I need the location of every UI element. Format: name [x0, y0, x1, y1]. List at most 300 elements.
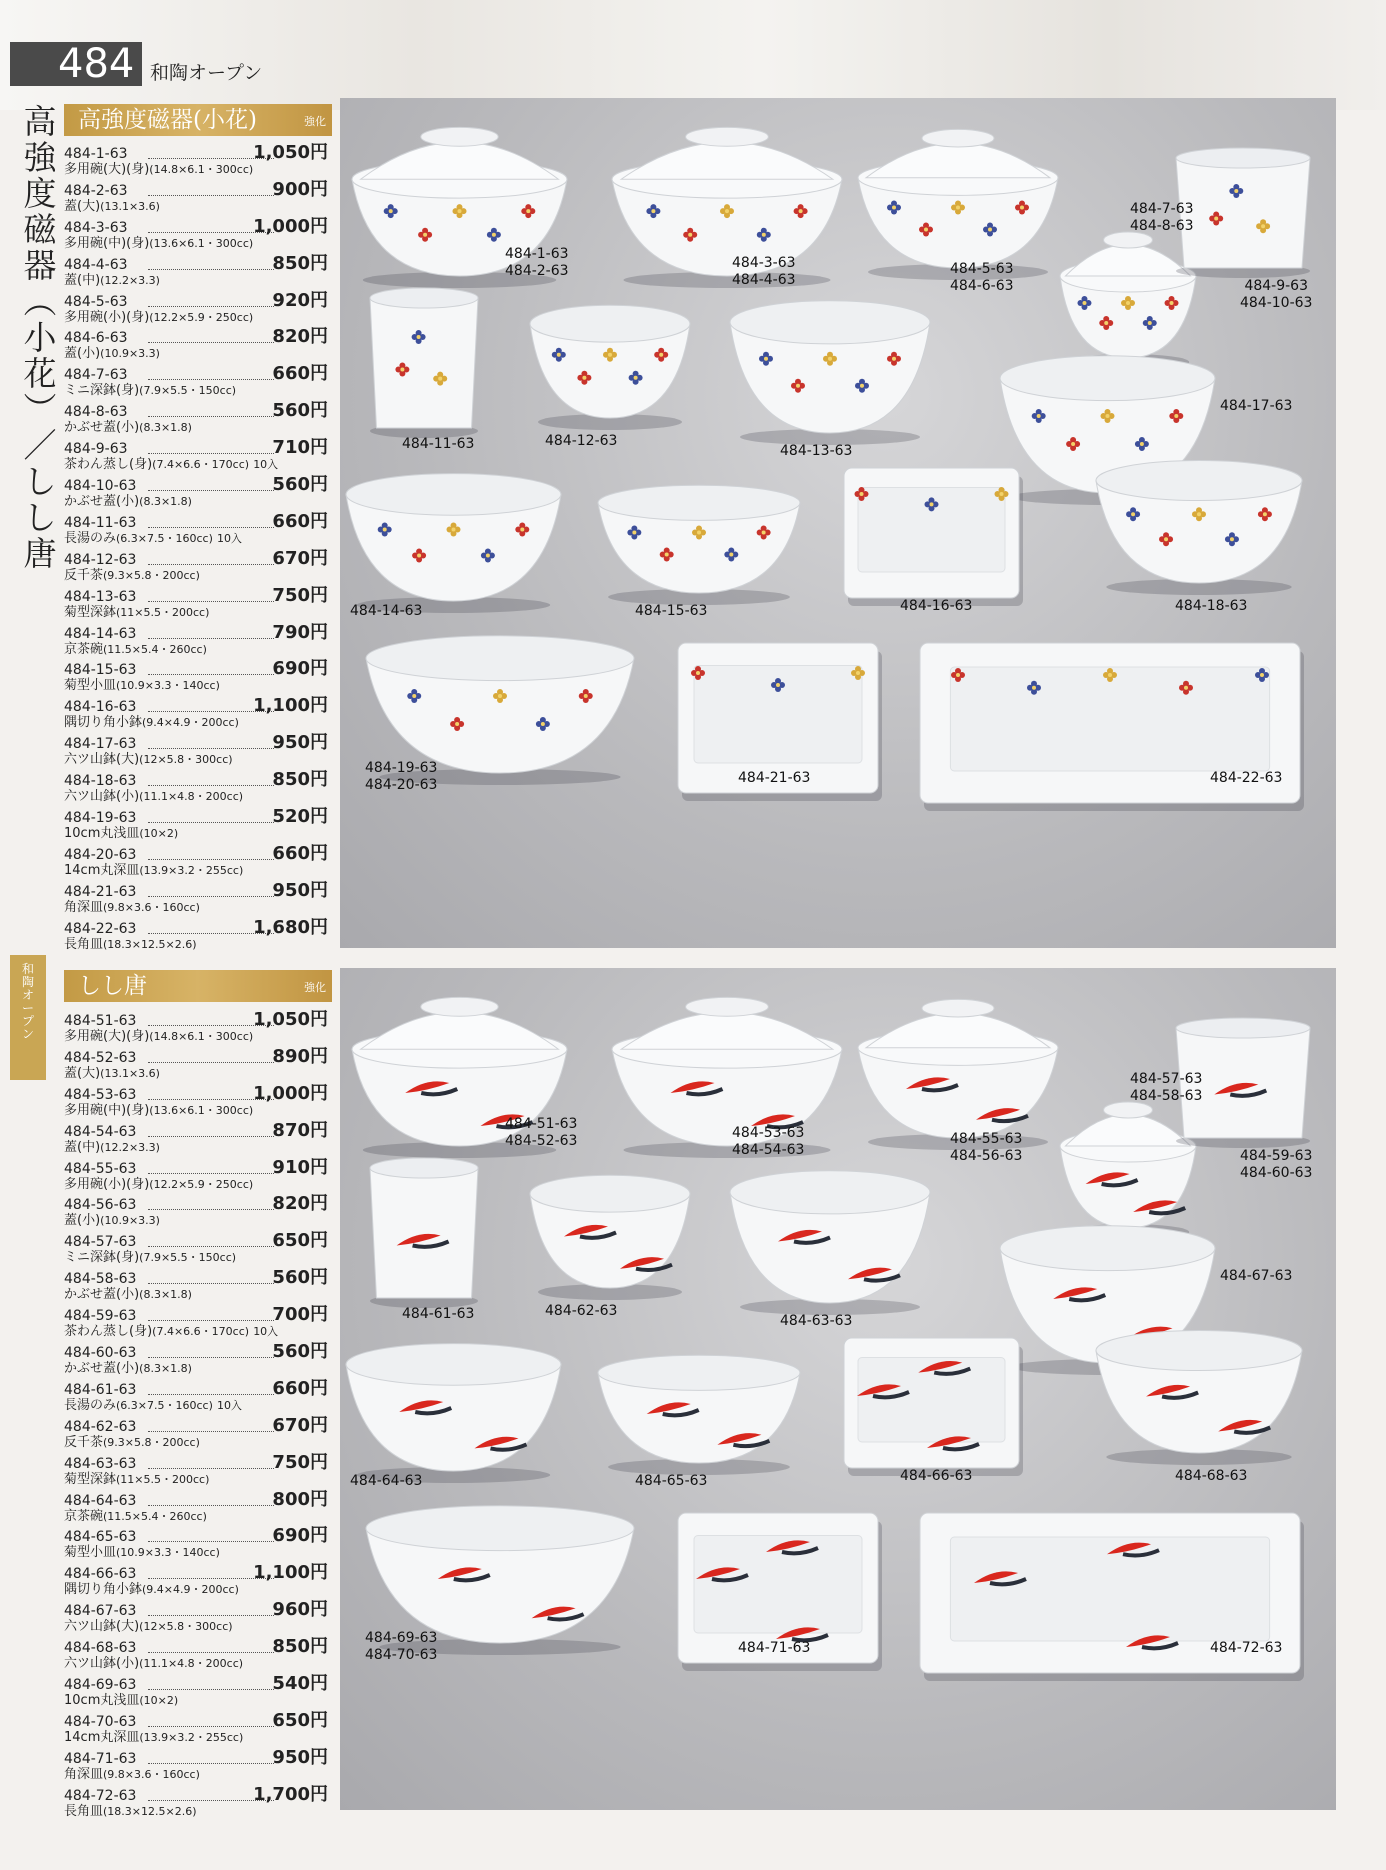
leader-dots — [148, 1726, 274, 1727]
leader-dots — [148, 527, 274, 528]
product-spec: (10×2) — [139, 1694, 179, 1708]
product-name: 茶わん蒸し(身) — [64, 457, 153, 473]
mini-bowl-with-lid — [1060, 1102, 1196, 1240]
leader-dots — [148, 601, 274, 602]
leader-dots — [148, 1357, 274, 1358]
product-name: 六ツ山鉢(大) — [64, 1619, 140, 1635]
tea-bowl — [530, 305, 690, 430]
product-row — [64, 1304, 336, 1345]
product-description — [64, 1140, 160, 1156]
bowl-medium-with-lid — [612, 127, 842, 288]
product-name: 多用碗(大)(身) — [64, 1029, 150, 1044]
product-row — [64, 437, 336, 478]
product-description — [64, 1730, 243, 1746]
product-name: 菊型深鉢 — [64, 604, 117, 620]
product-row — [64, 1783, 336, 1825]
product-name: 多用碗(中)(身) — [64, 235, 150, 251]
product-label — [365, 1630, 437, 1664]
product-row — [64, 732, 336, 773]
product-price: 660円 — [272, 842, 328, 864]
product-label — [780, 443, 852, 460]
product-name: 角深皿 — [64, 899, 104, 915]
product-spec: (10.9×3.3・140cc) — [116, 1546, 220, 1560]
bowl-small-with-lid — [858, 999, 1058, 1150]
product-name: 六ツ山鉢(小) — [64, 789, 140, 805]
product-label-code: 484-15-63 — [635, 603, 708, 619]
product-row — [64, 1267, 336, 1308]
product-label-code: 484-66-63 — [900, 1468, 973, 1484]
product-row — [64, 289, 336, 331]
product-spec: (12.2×5.9・250cc) — [149, 310, 254, 324]
leader-dots — [148, 1283, 274, 1284]
product-row — [64, 916, 336, 958]
product-row — [64, 1082, 336, 1124]
product-price: 1,000円 — [253, 1082, 328, 1104]
product-price: 670円 — [272, 547, 328, 569]
product-description — [64, 1177, 253, 1193]
product-row — [64, 1414, 336, 1456]
product-row — [64, 474, 336, 515]
leader-dots — [148, 859, 274, 860]
product-label — [505, 1116, 577, 1150]
product-code: 484-60-63 — [64, 1345, 137, 1362]
product-code: 484-59-63 — [64, 1308, 137, 1325]
page-category: 和陶オープン — [150, 62, 263, 84]
product-row — [64, 363, 336, 404]
product-description — [64, 1435, 200, 1451]
product-code: 484-9-63 — [64, 441, 128, 458]
product-spec: (13.1×3.6) — [100, 1066, 160, 1080]
product-label-code: 484-22-63 — [1210, 770, 1283, 786]
product-spec: (10.9×3.3) — [100, 347, 160, 361]
product-note: 10入 — [217, 531, 243, 545]
product-spec: (18.3×12.5×2.6) — [103, 1804, 197, 1818]
leader-dots — [148, 416, 274, 417]
product-spec: (8.3×1.8) — [139, 421, 192, 435]
product-label-code: 484-6-63 — [950, 278, 1014, 294]
product-code: 484-69-63 — [64, 1677, 137, 1694]
product-code: 484-22-63 — [64, 920, 137, 937]
product-spec: (18.3×12.5×2.6) — [103, 937, 197, 951]
product-description — [64, 568, 200, 584]
product-code: 484-5-63 — [64, 293, 128, 310]
product-price: 670円 — [272, 1414, 328, 1436]
product-code: 484-54-63 — [64, 1123, 137, 1140]
side-title-char: 器 — [23, 246, 57, 285]
product-code: 484-66-63 — [64, 1566, 137, 1583]
product-label-code: 484-14-63 — [350, 603, 423, 619]
product-description — [64, 1066, 160, 1082]
product-label-code: 484-4-63 — [732, 272, 796, 288]
product-price: 1,700円 — [253, 1783, 328, 1805]
product-name: かぶせ蓋(小) — [64, 1361, 140, 1377]
product-photo-shishito — [340, 968, 1336, 1810]
leader-dots — [148, 674, 274, 675]
product-price: 660円 — [272, 363, 328, 385]
product-label-code: 484-13-63 — [780, 443, 853, 459]
product-description — [64, 826, 178, 842]
product-label — [780, 1313, 852, 1330]
chawanmushi-cup — [1176, 148, 1310, 278]
product-price: 1,050円 — [253, 1009, 328, 1030]
side-tab-char: 和 — [21, 962, 34, 976]
product-name: 反千茶 — [64, 1434, 104, 1450]
product-spec: (12×5.8・300cc) — [139, 753, 233, 767]
product-label-code: 484-51-63 — [505, 1116, 578, 1132]
product-spec: (9.8×3.6・160cc) — [103, 1767, 200, 1781]
product-label — [1175, 1468, 1247, 1485]
product-name: 長湯のみ — [64, 530, 117, 546]
product-description — [64, 531, 242, 547]
product-description — [64, 1213, 160, 1229]
product-label-code: 484-7-63 — [1130, 201, 1194, 217]
product-code: 484-17-63 — [64, 736, 137, 753]
leader-dots — [148, 490, 274, 491]
side-vertical-title — [20, 104, 60, 572]
product-price: 960円 — [272, 1599, 328, 1621]
product-name: 10cm丸浅皿 — [64, 826, 140, 842]
price-list-shishito — [64, 1009, 336, 1825]
product-description — [64, 162, 253, 178]
product-description — [64, 1324, 278, 1340]
product-name: 角深皿 — [64, 1766, 104, 1782]
product-description — [64, 1509, 207, 1525]
product-price: 950円 — [272, 1746, 328, 1768]
section-header-shishito — [64, 970, 332, 1002]
product-description — [64, 1545, 220, 1561]
product-price: 660円 — [272, 1377, 328, 1399]
product-label-code: 484-63-63 — [780, 1313, 853, 1329]
product-row — [64, 1377, 336, 1419]
product-label-code: 484-56-63 — [950, 1148, 1023, 1164]
tall-tea-cup — [370, 1158, 478, 1308]
product-spec: (10.9×3.3・140cc) — [116, 679, 220, 693]
product-spec: (8.3×1.8) — [139, 1288, 192, 1302]
product-label-code: 484-72-63 — [1210, 1640, 1283, 1656]
product-spec: (12.2×5.9・250cc) — [149, 1177, 254, 1191]
product-code: 484-61-63 — [64, 1381, 137, 1398]
product-row — [64, 215, 336, 257]
product-row — [64, 510, 336, 552]
product-spec: (8.3×1.8) — [139, 1362, 192, 1376]
product-description — [64, 346, 160, 362]
product-label-code: 484-62-63 — [545, 1303, 618, 1319]
side-tab-char: ー — [21, 1001, 34, 1015]
product-spec: (6.3×7.5・160cc) — [116, 531, 213, 545]
product-code: 484-19-63 — [64, 810, 137, 827]
leader-dots — [148, 1062, 274, 1063]
leader-dots — [148, 1615, 274, 1616]
leader-dots — [148, 1763, 274, 1764]
chrysanthemum-small-dish — [598, 1355, 800, 1475]
product-code: 484-64-63 — [64, 1492, 137, 1509]
product-description — [64, 236, 253, 252]
tea-bowl — [530, 1175, 690, 1300]
product-price: 540円 — [272, 1673, 328, 1695]
side-tab-char: オ — [21, 988, 34, 1002]
product-price: 560円 — [272, 400, 328, 422]
chrysanthemum-deep-bowl — [730, 301, 930, 445]
side-title-char: ︶ — [23, 390, 57, 429]
product-name: 京茶碗 — [64, 1508, 104, 1524]
product-price: 870円 — [272, 1119, 328, 1141]
product-price: 560円 — [272, 1267, 328, 1289]
product-name: 多用碗(大)(身) — [64, 162, 150, 177]
product-code: 484-13-63 — [64, 588, 137, 605]
product-label-code: 484-20-63 — [365, 777, 438, 793]
leader-dots — [148, 306, 274, 307]
product-spec: (9.4×4.9・200cc) — [142, 716, 239, 730]
product-price: 650円 — [272, 1709, 328, 1731]
product-code: 484-21-63 — [64, 883, 137, 900]
product-row — [64, 1451, 336, 1493]
product-row — [64, 1488, 336, 1530]
product-spec: (13.9×3.2・255cc) — [139, 1730, 244, 1744]
product-spec: (11.5×5.4・260cc) — [103, 642, 207, 656]
product-description — [64, 420, 192, 436]
square-small-bowl — [844, 1338, 1023, 1476]
product-price: 850円 — [272, 1636, 328, 1658]
section-title: しし唐 — [78, 973, 147, 999]
product-description — [64, 199, 160, 215]
leader-dots — [148, 1173, 274, 1174]
leader-dots — [148, 564, 274, 565]
product-spec: (7.9×5.5・150cc) — [139, 384, 237, 398]
product-label — [1130, 201, 1194, 235]
product-label — [732, 255, 796, 289]
product-spec: (8.3×1.8) — [139, 495, 192, 509]
product-label-code: 484-59-63 — [1240, 1148, 1313, 1164]
product-label — [1210, 770, 1282, 787]
price-list-kobana — [64, 142, 336, 958]
product-spec: (9.3×5.8・200cc) — [103, 1435, 200, 1449]
product-description — [64, 863, 243, 879]
side-index-tab[interactable] — [10, 955, 46, 1080]
product-name: 茶わん蒸し(身) — [64, 1324, 153, 1340]
product-spec: (11.1×4.8・200cc) — [139, 1657, 244, 1671]
product-price: 560円 — [272, 474, 328, 496]
product-label-code: 484-70-63 — [365, 1647, 438, 1663]
product-name: 隅切り角小鉢 — [64, 1582, 143, 1598]
product-price: 1,100円 — [253, 695, 328, 717]
product-spec: (7.4×6.6・170cc) — [152, 1325, 250, 1339]
product-description — [64, 1472, 209, 1488]
product-price: 1,000円 — [253, 215, 328, 237]
product-code: 484-14-63 — [64, 625, 137, 642]
product-price: 950円 — [272, 879, 328, 901]
product-description — [64, 1767, 200, 1783]
product-name: かぶせ蓋(小) — [64, 494, 140, 510]
product-description — [64, 1398, 242, 1414]
product-description — [64, 1103, 253, 1119]
product-label-code: 484-65-63 — [635, 1473, 708, 1489]
product-description — [64, 273, 160, 289]
side-title-char: ︵ — [23, 282, 57, 321]
product-code: 484-58-63 — [64, 1271, 137, 1288]
product-code: 484-20-63 — [64, 846, 137, 863]
product-label — [1240, 1148, 1312, 1182]
product-name: 蓋(大) — [64, 1065, 101, 1081]
product-name: ミニ深鉢(身) — [64, 1250, 140, 1266]
product-name: 隅切り角小鉢 — [64, 715, 143, 731]
product-description — [64, 494, 192, 510]
side-title-char: 強 — [23, 138, 57, 177]
product-price: 1,050円 — [253, 142, 328, 163]
product-description — [64, 752, 233, 768]
product-spec: (13.1×3.6) — [100, 199, 160, 213]
product-spec: (7.4×6.6・170cc) — [152, 458, 250, 472]
product-label-code: 484-55-63 — [950, 1131, 1023, 1147]
product-label — [950, 261, 1014, 295]
product-label-code: 484-1-63 — [505, 246, 569, 262]
product-label-code: 484-2-63 — [505, 263, 569, 279]
product-label — [900, 1468, 972, 1485]
product-code: 484-72-63 — [64, 1787, 137, 1804]
product-price: 800円 — [272, 1488, 328, 1510]
product-name: 蓋(小) — [64, 1213, 101, 1229]
product-spec: (13.6×6.1・300cc) — [149, 1103, 254, 1117]
leader-dots — [148, 785, 274, 786]
leader-dots — [148, 379, 274, 380]
product-name: 京茶碗 — [64, 641, 104, 657]
product-code: 484-4-63 — [64, 256, 128, 273]
product-label-code: 484-53-63 — [732, 1125, 805, 1141]
product-description — [64, 383, 236, 399]
product-row — [64, 1193, 336, 1234]
product-label-code: 484-52-63 — [505, 1133, 578, 1149]
kyo-rice-bowl — [346, 1344, 561, 1483]
product-code: 484-57-63 — [64, 1234, 137, 1251]
product-spec: (13.6×6.1・300cc) — [149, 236, 254, 250]
product-price: 890円 — [272, 1045, 328, 1067]
product-row — [64, 806, 336, 847]
leader-dots — [148, 1505, 274, 1506]
product-label-code: 484-3-63 — [732, 255, 796, 271]
product-label-code: 484-71-63 — [738, 1640, 811, 1656]
product-row — [64, 1230, 336, 1271]
product-row — [64, 658, 336, 699]
product-name: 蓋(大) — [64, 198, 101, 214]
product-spec: (12×5.8・300cc) — [139, 1620, 233, 1634]
product-spec: (14.8×6.1・300cc) — [149, 1030, 254, 1043]
product-name: 蓋(中) — [64, 272, 101, 288]
product-label — [738, 770, 810, 787]
product-description — [64, 678, 220, 694]
product-code: 484-1-63 — [64, 146, 128, 162]
product-row — [64, 879, 336, 921]
leader-dots — [148, 1136, 274, 1137]
product-row — [64, 769, 336, 810]
product-price: 660円 — [272, 510, 328, 532]
product-label-code: 484-60-63 — [1240, 1165, 1313, 1181]
product-row — [64, 1119, 336, 1161]
product-spec: (6.3×7.5・160cc) — [116, 1398, 213, 1412]
product-price: 1,680円 — [253, 916, 328, 938]
product-label — [402, 436, 474, 453]
product-row — [64, 1525, 336, 1566]
product-label — [732, 1125, 804, 1159]
product-name: 長湯のみ — [64, 1397, 117, 1413]
product-note: 10入 — [253, 1325, 279, 1339]
leader-dots — [148, 1468, 274, 1469]
product-photo-kobana — [340, 98, 1336, 948]
section-header-kobana — [64, 104, 332, 136]
product-description — [64, 1656, 243, 1672]
product-label — [505, 246, 569, 280]
product-code: 484-51-63 — [64, 1013, 137, 1029]
product-name: 長角皿 — [64, 1803, 104, 1819]
leader-dots — [148, 1652, 274, 1653]
product-label — [635, 603, 707, 620]
product-spec: (14.8×6.1・300cc) — [149, 163, 254, 176]
product-name: かぶせ蓋(小) — [64, 420, 140, 436]
product-name: 10cm丸浅皿 — [64, 1693, 140, 1709]
leader-dots — [148, 1431, 274, 1432]
product-row — [64, 252, 336, 294]
product-price: 950円 — [272, 732, 328, 754]
product-spec: (7.9×5.5・150cc) — [139, 1251, 237, 1265]
product-row — [64, 400, 336, 441]
side-tab-char: ン — [21, 1027, 34, 1041]
leader-dots — [148, 1689, 274, 1690]
product-price: 750円 — [272, 584, 328, 606]
product-label — [1175, 598, 1247, 615]
product-description — [64, 642, 207, 658]
product-label — [350, 603, 422, 620]
product-price: 820円 — [272, 1193, 328, 1215]
product-label — [1240, 278, 1312, 312]
side-title-char: し — [23, 462, 57, 501]
product-code: 484-67-63 — [64, 1603, 137, 1620]
product-label — [950, 1131, 1022, 1165]
product-description — [64, 900, 200, 916]
section-title: 高強度磁器(小花) — [78, 107, 257, 133]
product-label-code: 484-21-63 — [738, 770, 811, 786]
product-price: 910円 — [272, 1156, 328, 1178]
product-spec: (11.5×5.4・260cc) — [103, 1509, 207, 1523]
leader-dots — [148, 748, 274, 749]
leader-dots — [148, 195, 274, 196]
product-note: 10入 — [217, 1398, 243, 1412]
square-small-bowl — [844, 468, 1023, 606]
leader-dots — [148, 453, 274, 454]
product-code: 484-56-63 — [64, 1197, 137, 1214]
product-label — [545, 1303, 617, 1320]
product-price: 900円 — [272, 178, 328, 200]
mini-bowl-with-lid — [1060, 232, 1196, 370]
side-title-char: 度 — [23, 174, 57, 213]
product-description — [64, 457, 278, 473]
product-price: 1,100円 — [253, 1562, 328, 1584]
hexagonal-bowl-small — [1096, 461, 1302, 596]
product-label-code: 484-18-63 — [1175, 598, 1248, 614]
product-description — [64, 789, 243, 805]
product-name: 多用碗(小)(身) — [64, 309, 150, 325]
leader-dots — [148, 342, 274, 343]
product-spec: (11×5.5・200cc) — [116, 1472, 210, 1486]
product-price: 790円 — [272, 621, 328, 643]
product-name: 長角皿 — [64, 936, 104, 952]
product-code: 484-53-63 — [64, 1086, 137, 1103]
product-row — [64, 842, 336, 884]
product-price: 700円 — [272, 1304, 328, 1326]
product-row — [64, 1673, 336, 1714]
product-spec: (9.4×4.9・200cc) — [142, 1583, 239, 1597]
product-label-code: 484-58-63 — [1130, 1088, 1203, 1104]
product-description — [64, 715, 239, 731]
product-name: 反千茶 — [64, 567, 104, 583]
product-row — [64, 547, 336, 589]
